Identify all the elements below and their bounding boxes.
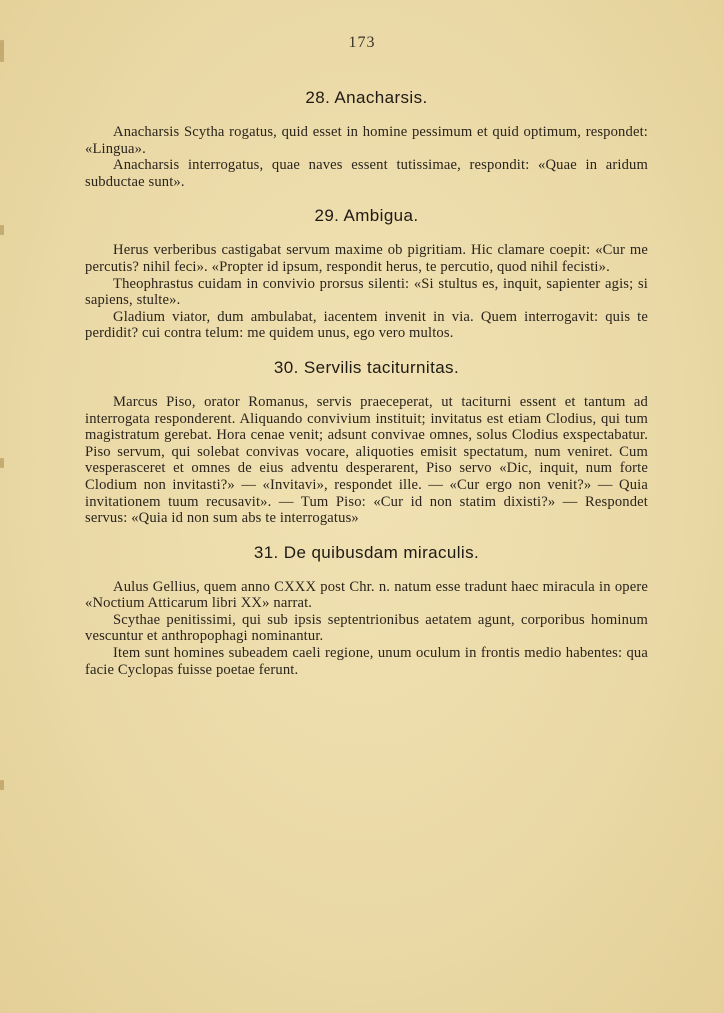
- page-content: [85, 80, 648, 678]
- paragraph: Anacharsis Scytha rogatus, quid esset in homine pessimum et quid optimum, respondet: «Lingua».: [85, 124, 648, 157]
- paragraph: Marcus Piso, orator Romanus, servis praeceperat, ut taciturni essent et tantum ad interrogata responderent. Aliquando convivium instituit; invitatus est etiam Clodius, qui tum magistratum gerebat. Hora cenae venit; adsunt convivae omnes, solus Clodius exspectabatur. Piso servum, qui solebat convivas vocare, aliquoties emisit spectatum, num veniret. Cum vesperasceret et omnes de eius adventu desperarent, Piso servo «Dic, inquit, num forte Clodium non invitasti?» — «Invitavi», respondet ille. — «Cur ergo non venit?» — Quia invitationem tuum recusavit». — Tum Piso: «Cur id non statim dixisti?» — Respondet servus: «Quia id non sum abs te interrogatus»: [85, 393, 648, 527]
- page-number: 173: [348, 34, 376, 51]
- section-anacharsis: [85, 88, 648, 190]
- page-edge-mark: [0, 225, 4, 235]
- page-edge-mark: [0, 458, 4, 468]
- section-title: 29. Ambigua.: [314, 206, 419, 226]
- paragraph: Anacharsis interrogatus, quae naves essent tutissimae, respondit: «Quae in aridum subductae sunt».: [85, 157, 648, 190]
- paragraph: Item sunt homines subeadem caeli regione, unum oculum in frontis medio habentes: qua facie Cyclopas fuisse poetae ferunt.: [85, 645, 648, 678]
- paragraph: Theophrastus cuidam in convivio prorsus silenti: «Si stultus es, inquit, sapienter agis; si sapiens, stulte».: [85, 275, 648, 309]
- page-edge-mark: [0, 780, 4, 790]
- paragraph: Scythae penitissimi, qui sub ipsis septentrionibus aetatem agunt, corporibus hominum vescuntur et anthropophagi nominantur.: [85, 611, 648, 645]
- paragraph: Gladium viator, dum ambulabat, iacentem invenit in via. Quem interrogavit: quis te perdidit? cui contra telum: me quidem unus, ego vero multos.: [85, 308, 648, 342]
- section-de-quibusdam-miraculis: [85, 543, 648, 679]
- paragraph: Herus verberibus castigabat servum maxime ob pigritiam. Hic clamare coepit: «Cur me percutis? nihil feci». «Propter id ipsum, respondit herus, te percutio, quod nihil fecisti».: [85, 242, 648, 275]
- paragraph: Aulus Gellius, quem anno CXXX post Chr. n. natum esse tradunt haec miracula in opere «Noctium Atticarum libri XX» narrat.: [85, 578, 648, 612]
- section-servilis-taciturnitas: [85, 358, 648, 527]
- section-title: 30. Servilis taciturnitas.: [273, 357, 460, 377]
- section-title: 28. Anacharsis.: [305, 88, 428, 107]
- section-ambigua: [85, 206, 648, 342]
- section-title: 31. De quibusdam miraculis.: [253, 542, 480, 562]
